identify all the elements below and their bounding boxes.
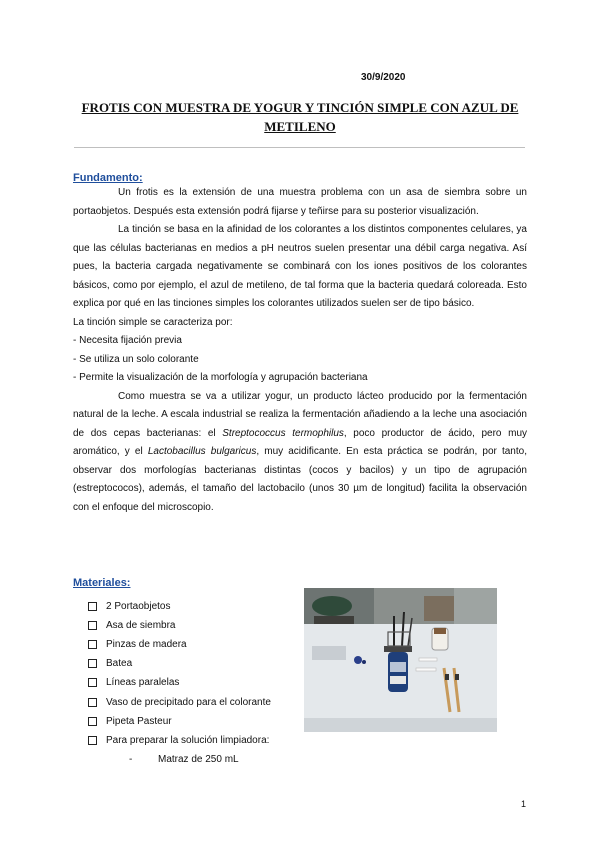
fundamento-paragraph-2: La tinción se basa en la afinidad de los colorantes a los distintos componentes celulares, ya que las células bacterianas en medios a pH neutros suelen presentar una débil carga negativa. Así pues, la bacteria cargada negativamente se combinará con los iones positivos de los colorantes básicos, como por ejemplo, el azul de metileno, de tal forma que la bacteria quedará coloreada. Esto explica por qué en las tinciones simples los colorantes utilizados suelen ser de tipo básico. xyxy=(73,224,527,309)
material-label: Vaso de precipitado para el colorante xyxy=(106,696,271,708)
material-label: Batea xyxy=(106,658,133,670)
tincion-bullet-3: - Permite la visualización de la morfología y agrupación bacteriana xyxy=(73,372,368,383)
list-item xyxy=(88,673,271,692)
page-number: 1 xyxy=(521,799,527,809)
tincion-bullet-2: - Se utiliza un solo colorante xyxy=(73,353,199,365)
checkbox-bullet-icon xyxy=(88,678,97,687)
document-date: 30/9/2020 xyxy=(361,72,406,83)
checkbox-bullet-icon xyxy=(88,621,97,630)
lab-photo-illustration xyxy=(304,588,497,732)
paragraph-3-part-b: , poco productor de ácido, pero muy aromático, y el xyxy=(73,427,527,457)
checkbox-bullet-icon xyxy=(88,659,97,668)
fundamento-paragraph-3 xyxy=(73,388,527,518)
list-item xyxy=(88,635,271,654)
checkbox-bullet-icon xyxy=(88,736,97,745)
checkbox-bullet-icon xyxy=(88,640,97,649)
title-divider xyxy=(74,147,525,148)
list-item xyxy=(88,616,271,635)
fundamento-paragraph-1: Un frotis es la extensión de una muestra problema con un asa de siembra sobre un portaobjetos. Después esta extensión podrá fijarse y teñirse para su posterior visualización. xyxy=(73,187,527,217)
paragraph-3-part-a: Como muestra se va a utilizar yogur, un producto lácteo producido por la fermentación natural de la leche. A escala industrial se realiza la fermentación añadiendo a la leche una asociación de dos cepas bacterianas: el xyxy=(73,390,527,439)
material-label: Pipeta Pasteur xyxy=(106,715,172,727)
materiales-list xyxy=(88,597,271,769)
list-item xyxy=(88,597,271,616)
checkbox-bullet-icon xyxy=(88,698,97,707)
material-label: Pinzas de madera xyxy=(106,639,187,651)
tincion-intro: La tinción simple se caracteriza por: xyxy=(73,316,233,328)
list-item xyxy=(88,712,271,731)
species-lactobacillus: Lactobacillus bulgaricus xyxy=(147,446,257,457)
material-label: Para preparar la solución limpiadora: xyxy=(106,734,270,746)
material-label: 2 Portaobjetos xyxy=(106,601,171,613)
material-label: Asa de siembra xyxy=(106,620,176,632)
fundamento-body xyxy=(73,184,527,517)
lab-materials-photo xyxy=(304,588,497,732)
sub-material-label: Matraz de 250 mL xyxy=(158,753,239,765)
species-streptococcus: Streptococcus termophilus xyxy=(222,427,344,439)
fundamento-heading: Fundamento: xyxy=(73,172,143,184)
list-item xyxy=(88,654,271,673)
materiales-heading: Materiales: xyxy=(73,577,131,589)
paragraph-3-part-c: , muy acidificante. En esta práctica se podrán, por tanto, observar dos morfologías bacterianas distintas (cocos y bacilos) y un tipo de agrupación (estreptococos), además, el tamaño del lactobacilo (unos 30 µm de longitud) facilita la observación con el enfoque del microscopio. xyxy=(73,446,527,513)
checkbox-bullet-icon xyxy=(88,602,97,611)
checkbox-bullet-icon xyxy=(88,717,97,726)
sub-list-item xyxy=(88,750,271,769)
list-item xyxy=(88,731,271,750)
tincion-bullet-1: - Necesita fijación previa xyxy=(73,335,182,346)
material-label: Líneas paralelas xyxy=(106,677,180,689)
list-item xyxy=(88,692,271,711)
dash-bullet: - xyxy=(129,753,133,765)
document-title: FROTIS CON MUESTRA DE YOGUR Y TINCIÓN SIMPLE CON AZUL DE METILENO xyxy=(81,100,519,134)
